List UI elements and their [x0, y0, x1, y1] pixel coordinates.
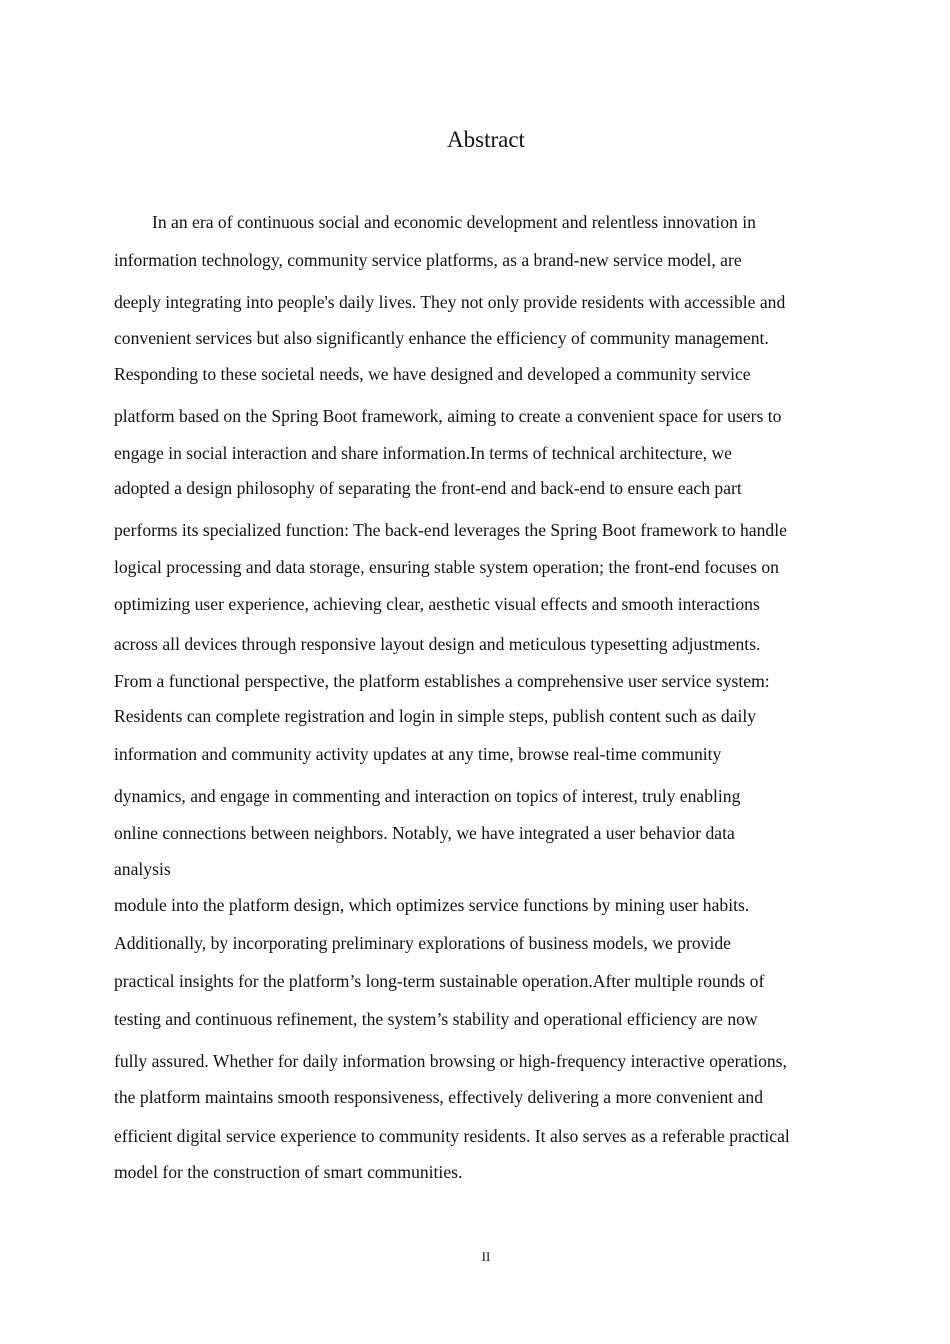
body-line: From a functional perspective, the platform establishes a comprehensive user service system: [114, 671, 770, 691]
body-line: the platform maintains smooth responsiveness, effectively delivering a more convenient and [114, 1087, 763, 1107]
body-line: analysis [114, 859, 171, 879]
body-line: platform based on the Spring Boot framework, aiming to create a convenient space for users to [114, 406, 782, 426]
body-line: In an era of continuous social and economic development and relentless innovation in [152, 212, 756, 232]
body-line: engage in social interaction and share information.In terms of technical architecture, we [114, 443, 732, 463]
body-line: information and community activity updates at any time, browse real-time community [114, 744, 722, 764]
body-line: deeply integrating into people's daily lives. They not only provide residents with accessible and [114, 292, 786, 312]
body-line: fully assured. Whether for daily information browsing or high-frequency interactive operations, [114, 1051, 787, 1071]
body-line: Additionally, by incorporating preliminary explorations of business models, we provide [114, 933, 731, 953]
body-line: performs its specialized function: The back-end leverages the Spring Boot framework to handle [114, 520, 787, 540]
body-line: module into the platform design, which optimizes service functions by mining user habits. [114, 895, 750, 915]
body-line: testing and continuous refinement, the system’s stability and operational efficiency are now [114, 1009, 758, 1029]
body-line: practical insights for the platform’s long-term sustainable operation.After multiple rounds of [114, 971, 765, 991]
body-line: Responding to these societal needs, we have designed and developed a community service [114, 364, 751, 384]
body-line: efficient digital service experience to community residents. It also serves as a referable practical [114, 1126, 790, 1146]
body-line: online connections between neighbors. Notably, we have integrated a user behavior data [114, 823, 735, 843]
body-line: model for the construction of smart communities. [114, 1162, 463, 1182]
body-line: adopted a design philosophy of separating the front-end and back-end to ensure each part [114, 478, 742, 498]
body-line: across all devices through responsive layout design and meticulous typesetting adjustments. [114, 634, 761, 654]
body-line: dynamics, and engage in commenting and interaction on topics of interest, truly enabling [114, 786, 741, 806]
body-line: convenient services but also significantly enhance the efficiency of community management. [114, 328, 769, 348]
body-line: information technology, community service platforms, as a brand-new service model, are [114, 250, 742, 270]
page-number: II [481, 1249, 491, 1264]
abstract-title: Abstract [447, 127, 525, 152]
body-line: optimizing user experience, achieving clear, aesthetic visual effects and smooth interactions [114, 594, 760, 614]
body-line: Residents can complete registration and login in simple steps, publish content such as daily [114, 706, 757, 726]
body-line: logical processing and data storage, ensuring stable system operation; the front-end focuses on [114, 557, 779, 577]
